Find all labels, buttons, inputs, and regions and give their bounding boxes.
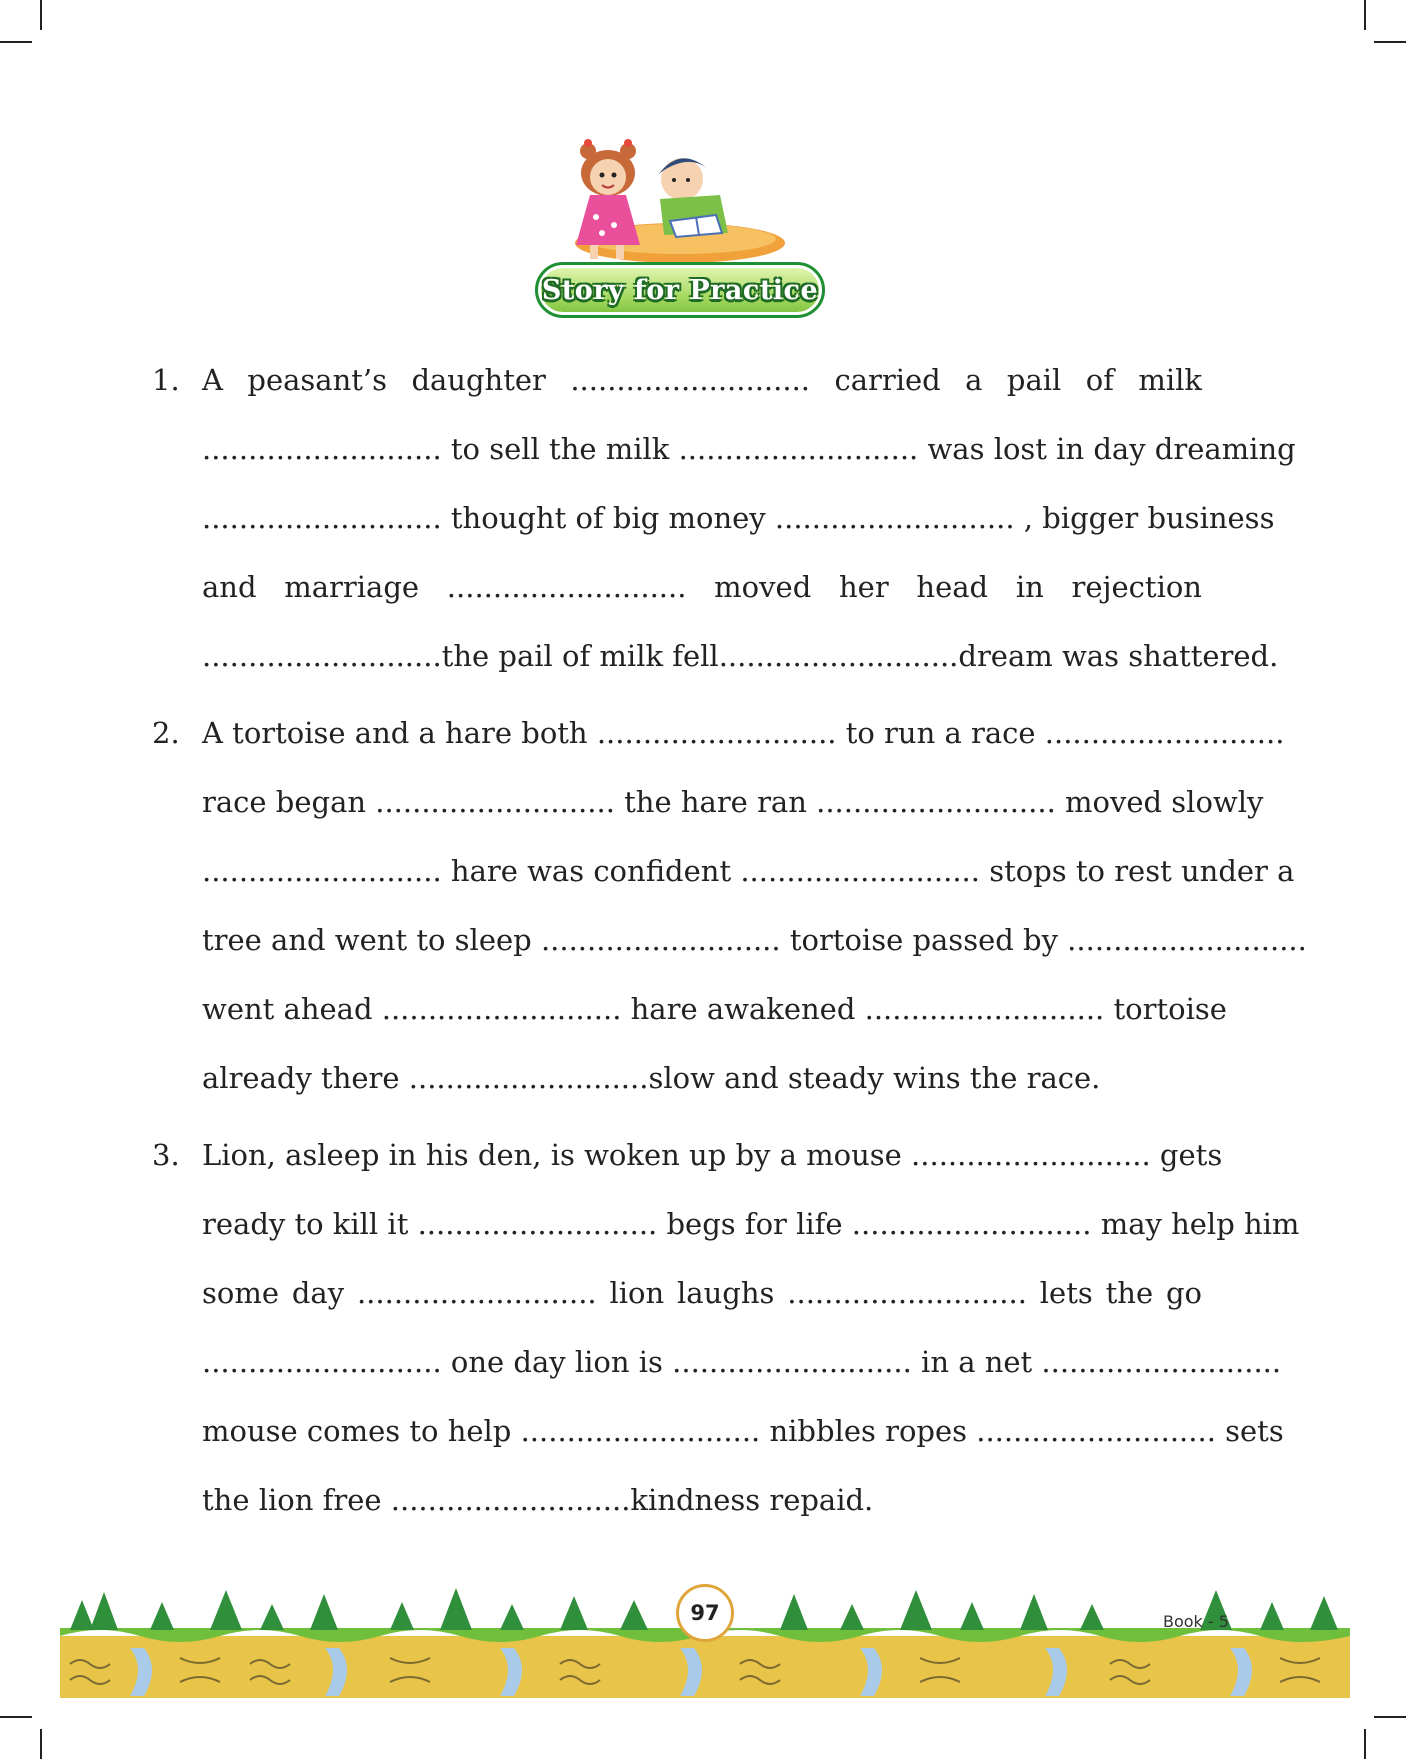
crop-mark <box>1364 1729 1366 1759</box>
story-line: A tortoise and a hare both .......................... to run a race .......................... <box>202 716 1285 750</box>
crop-mark <box>0 1716 32 1718</box>
crop-mark <box>0 41 32 43</box>
exercise-list <box>150 346 1307 1543</box>
crop-mark <box>1374 1716 1406 1718</box>
story-line: .......................... hare was confident .......................... stops to rest under a <box>202 854 1295 888</box>
crop-mark <box>1374 41 1406 43</box>
exercise-item <box>150 1121 1300 1535</box>
item-number: 3. <box>152 1138 180 1172</box>
story-line: and marriage .......................... moved her head in rejection <box>202 570 1202 604</box>
item-number: 2. <box>152 716 180 750</box>
story-line: went ahead .......................... hare awakened .......................... tortoise <box>202 992 1227 1026</box>
book-label: Book - 5 <box>1163 1612 1229 1631</box>
item-number: 1. <box>152 363 180 397</box>
story-line: tree and went to sleep .......................... tortoise passed by .......................... <box>202 923 1307 957</box>
story-line: the lion free ..........................kindness repaid. <box>202 1483 874 1517</box>
story-line: some day .......................... lion laughs .......................... lets the go <box>202 1276 1202 1310</box>
story-line: .......................... to sell the milk .......................... was lost in day dreaming <box>202 432 1296 466</box>
crop-mark <box>40 1729 42 1759</box>
story-line: Lion, asleep in his den, is woken up by a mouse .......................... gets <box>202 1138 1223 1172</box>
section-title: Story for Practice <box>541 274 819 306</box>
exercise-item <box>150 346 1296 691</box>
story-line: A peasant’s daughter .......................... carried a pail of milk <box>202 363 1202 397</box>
crop-mark <box>1364 0 1366 30</box>
story-line: .......................... one day lion is .......................... in a net .......................... <box>202 1345 1282 1379</box>
story-line: race began .......................... the hare ran .......................... moved slowly <box>202 785 1264 819</box>
story-line: ..........................the pail of milk fell..........................dream was shattered. <box>202 639 1279 673</box>
page-number: 97 <box>676 1584 734 1642</box>
crop-mark <box>40 0 42 30</box>
story-line: already there ..........................slow and steady wins the race. <box>202 1061 1101 1095</box>
story-line: ready to kill it .......................... begs for life .......................... may help him <box>202 1207 1300 1241</box>
section-title-badge <box>535 262 825 318</box>
story-line: .......................... thought of big money .......................... , bigger business <box>202 501 1275 535</box>
exercise-item <box>150 699 1307 1113</box>
story-line: mouse comes to help .......................... nibbles ropes .......................... sets <box>202 1414 1284 1448</box>
